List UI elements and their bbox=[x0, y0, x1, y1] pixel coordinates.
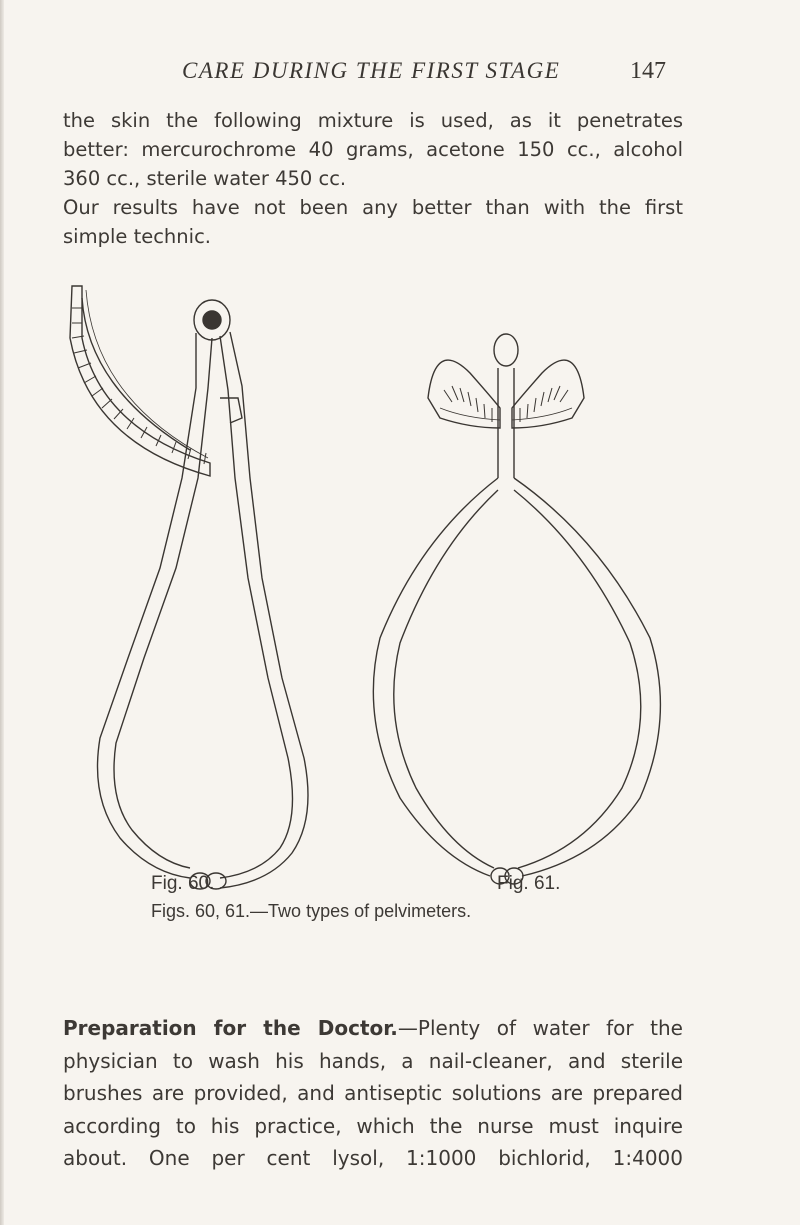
text-run: —Plenty of water for the bbox=[397, 1016, 683, 1040]
figure-label-61: Fig. 61. bbox=[497, 873, 561, 894]
paragraph-mixture bbox=[63, 106, 683, 193]
page-number: 147 bbox=[630, 58, 666, 84]
text-line: simple technic. bbox=[63, 225, 211, 248]
figure-illustration bbox=[60, 278, 700, 908]
running-title: CARE DURING THE FIRST STAGE bbox=[182, 58, 561, 83]
text-line: brushes are provided, and antiseptic solutions are prepared bbox=[63, 1081, 683, 1105]
section-preparation bbox=[63, 1012, 683, 1175]
text-line: according to his practice, which the nurse must inquire bbox=[63, 1113, 683, 1138]
text-line bbox=[63, 1012, 683, 1045]
text-line: about. One per cent lysol, 1:1000 bichlorid, 1:4000 bbox=[63, 1146, 683, 1170]
text-line: 360 cc., sterile water 450 cc. bbox=[63, 167, 347, 190]
section-heading: Preparation for the Doctor. bbox=[63, 1016, 398, 1040]
running-header bbox=[0, 52, 800, 88]
figure-caption: Figs. 60, 61.—Two types of pelvimeters. bbox=[151, 901, 472, 921]
paragraph-results bbox=[63, 193, 683, 251]
page-edge-shadow bbox=[0, 0, 4, 1225]
text-line: physician to wash his hands, a nail-cleaner, and sterile bbox=[63, 1048, 683, 1073]
pelvimeter-fig-61 bbox=[60, 278, 700, 908]
text-line: the skin the following mixture is used, as it penetrates bbox=[63, 109, 683, 132]
text-line: Our results have not been any better than with the first bbox=[63, 196, 683, 219]
figure-label-60: Fig. 60. bbox=[151, 873, 215, 894]
text-line: better: mercurochrome 40 grams, acetone 150 cc., alcohol bbox=[63, 138, 683, 161]
